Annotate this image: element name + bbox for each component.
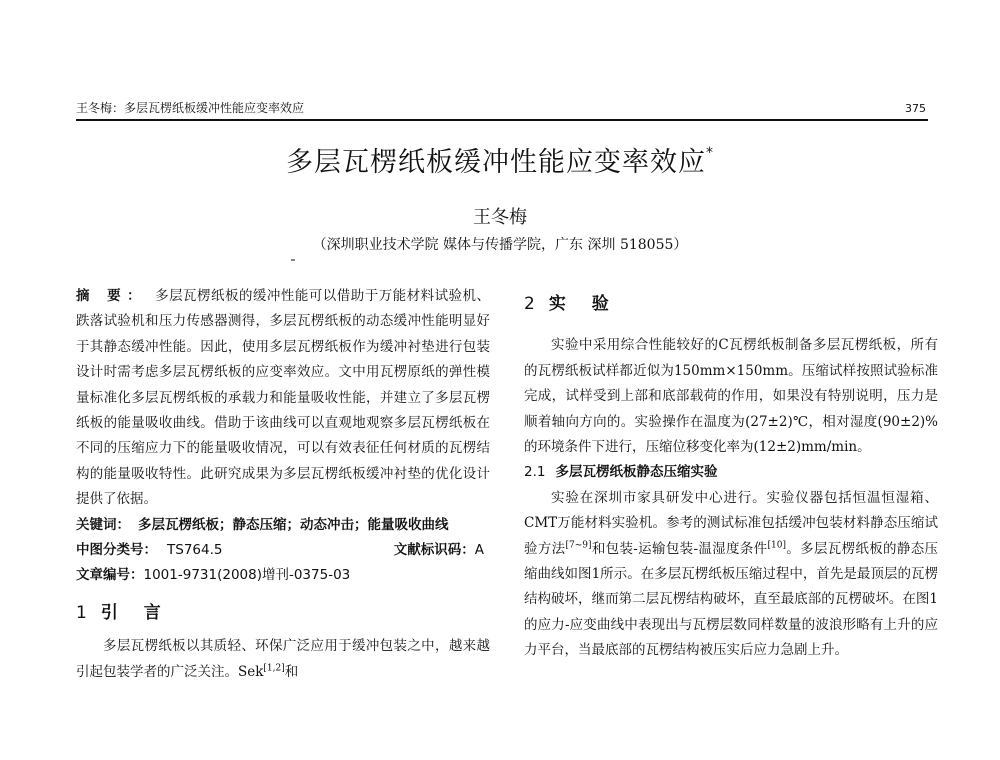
citation-1-2: [1,2] [263,663,285,674]
section-1-text-end: 和 [284,663,299,680]
clc-label: 中图分类号： [76,542,157,559]
section-2-1-heading [524,460,938,485]
section-1-paragraph [76,634,490,685]
citation-10: [10] [767,540,786,551]
section-2-1-text-a: 实验在深圳市家具研发中心进行。实验仪器包括恒温恒湿箱、CMT万能材料实验机。参考的测试标准包括缓冲包装材料静态压缩试验方法 [524,489,938,557]
section-1-title: 引 言 [100,602,171,623]
author-name: 王冬梅 [473,207,527,228]
page-number: 375 [905,102,926,115]
clc-number [76,538,394,563]
left-column [76,284,490,685]
abstract [76,284,490,513]
author-affiliation: （深圳职业技术学院 媒体与传播学院，广东 深圳 518055） [312,237,688,253]
section-2-1-paragraph [524,486,938,664]
section-2-1-number: 2.1 [524,464,546,481]
paper-title [0,140,1000,179]
clc-value: TS764.5 [167,542,223,559]
section-2-1-title: 多层瓦楞纸板静态压缩实验 [555,464,718,481]
article-no-value: 1001-9731(2008)增刊-0375-03 [143,567,351,584]
paper-title-text: 多层瓦楞纸板缓冲性能应变率效应 [286,147,706,178]
running-title: 王冬梅：多层瓦楞纸板缓冲性能应变率效应 [76,101,305,115]
section-1-text-start: 多层瓦楞纸板以其质轻、环保广泛应用于缓冲包装之中，越来越引起包装学者的广泛关注。Sek [76,638,490,680]
abstract-label: 摘 要： [76,288,148,304]
section-2-1-text-b: 和包装-运输包装-温湿度条件 [591,540,768,557]
abstract-text: 多层瓦楞纸板的缓冲性能可以借助于万能材料试验机、跌落试验机和压力传感器测得，多层瓦楞纸板的动态缓冲性能明显好于其静态缓冲性能。因此，使用多层瓦楞纸板作为缓冲衬垫进行包装设计时需考虑多层瓦楞纸板的应变率效应。文中用瓦楞原纸的弹性模量标准化多层瓦楞纸板的承载力和能量吸收性能，并建立了多层瓦楞纸板的能量吸收曲线。借助于该曲线可以直观地观察多层瓦楞纸板在不同的压缩应力下的能量吸收情况，可以有效表征任何材质的瓦楞结构的能量吸收特性。此研究成果为多层瓦楞纸板缓冲衬垫的优化设计提供了依据。 [76,288,491,508]
keywords-label: 关键词： [76,516,130,533]
doc-value: A [474,542,484,559]
citation-7-9: [7~9] [565,540,592,551]
section-2-heading [524,292,938,317]
classification-row [76,538,490,563]
divider-mark [291,259,295,261]
document-code [394,538,484,563]
keywords [76,513,490,538]
section-2-number: 2 [524,294,535,314]
section-2-1-text-c: 。多层瓦楞纸板的静态压缩曲线如图1所示。在多层瓦楞纸板压缩过程中，首先是最顶层的瓦楞结构破坏，继而第二层瓦楞结构破坏，直至最底部的瓦楞破坏。在图1的应力-应变曲线中表现出与瓦楞层数同样数量的波浪形略有上升的应力平台，当最底部的瓦楞结构被压实后应力急剧上升。 [524,540,939,659]
right-column [524,292,938,664]
doc-label: 文献标识码： [393,542,475,559]
article-no-label: 文章编号： [76,567,144,584]
section-1-heading [76,601,490,626]
title-footnote-mark: * [706,145,714,161]
section-2-title: 实 验 [548,294,619,314]
article-number [76,563,490,588]
keywords-text: 多层瓦楞纸板；静态压缩；动态冲击；能量吸收曲线 [138,516,449,533]
section-1-number: 1 [76,602,87,623]
running-header [76,99,928,121]
section-2-paragraph: 实验中采用综合性能较好的C瓦楞纸板制备多层瓦楞纸板，所有的瓦楞纸板试样都近似为150mm×150mm。压缩试样按照试验标准完成，试样受到上部和底部载荷的作用，如果没有特别说明，压力是顺着轴向方向的。实验操作在温度为(27±2)℃，相对湿度(90±2)%的环境条件下进行，压缩位移变化率为(12±2)mm/min。 [524,337,938,456]
